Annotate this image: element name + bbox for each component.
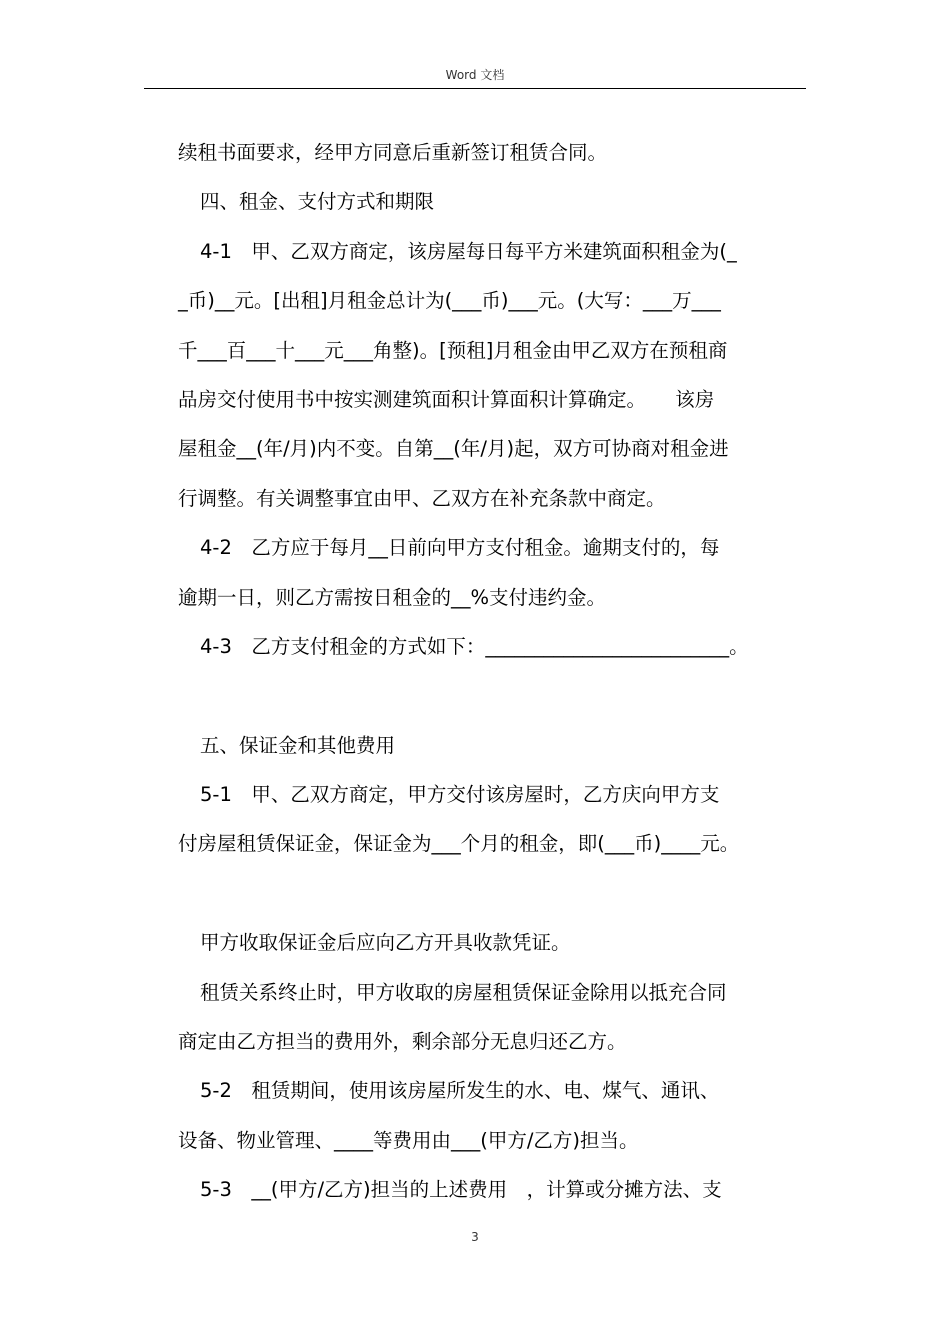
- page-header: [144, 66, 806, 89]
- document-body: [178, 128, 808, 1215]
- paragraph-line: 4-2 乙方应于每月__日前向甲方支付租金。逾期支付的，每: [200, 536, 720, 560]
- section-heading: 四、租金、支付方式和期限: [200, 190, 435, 214]
- paragraph-line: 租赁关系终止时，甲方收取的房屋租赁保证金除用以抵充合同: [200, 980, 727, 1004]
- header-title: Word 文档: [445, 68, 505, 82]
- paragraph-line: 5-1 甲、乙双方商定，甲方交付该房屋时，乙方庆向甲方支: [200, 783, 720, 807]
- paragraph-line: 甲方收取保证金后应向乙方开具收款凭证。: [200, 931, 571, 955]
- section-heading: 五、保证金和其他费用: [200, 733, 396, 757]
- blank-line: [178, 671, 808, 720]
- paragraph-line: _币)__元。[出租]月租金总计为(___币)___元。(大写：___万___: [178, 289, 721, 313]
- paragraph-line: 续租书面要求，经甲方同意后重新签订租赁合同。: [178, 141, 608, 164]
- paragraph-line: 设备、物业管理、____等费用由___(甲方/乙方)担当。: [178, 1128, 639, 1152]
- paragraph-line: 品房交付使用书中按实测建筑面积计算面积计算确定。 该房: [178, 387, 715, 411]
- paragraph-line: 4-1 甲、乙双方商定，该房屋每日每平方米建筑面积租金为(_: [200, 239, 737, 263]
- paragraph-line: 千___百___十___元___角整)。[预租]月租金由甲乙双方在预租商: [178, 338, 728, 362]
- paragraph-line: 行调整。有关调整事宜由甲、乙双方在补充条款中商定。: [178, 486, 666, 510]
- paragraph-line: 商定由乙方担当的费用外，剩余部分无息归还乙方。: [178, 1030, 627, 1054]
- paragraph-line: 屋租金__(年/月)内不变。自第__(年/月)起，双方可协商对租金进: [178, 437, 729, 461]
- page-number: 3: [471, 1230, 479, 1244]
- blank-line: [178, 869, 808, 918]
- paragraph-line: 逾期一日，则乙方需按日租金的__%支付违约金。: [178, 585, 607, 609]
- paragraph-line: 5-2 租赁期间，使用该房屋所发生的水、电、煤气、通讯、: [200, 1079, 720, 1103]
- paragraph-line: 付房屋租赁保证金，保证金为___个月的租金，即(___币)____元。: [178, 832, 740, 856]
- paragraph-line: 5-3 __(甲方/乙方)担当的上述费用 ，计算或分摊方法、支: [200, 1178, 722, 1202]
- paragraph-line: 4-3 乙方支付租金的方式如下：_________________________。: [200, 634, 749, 658]
